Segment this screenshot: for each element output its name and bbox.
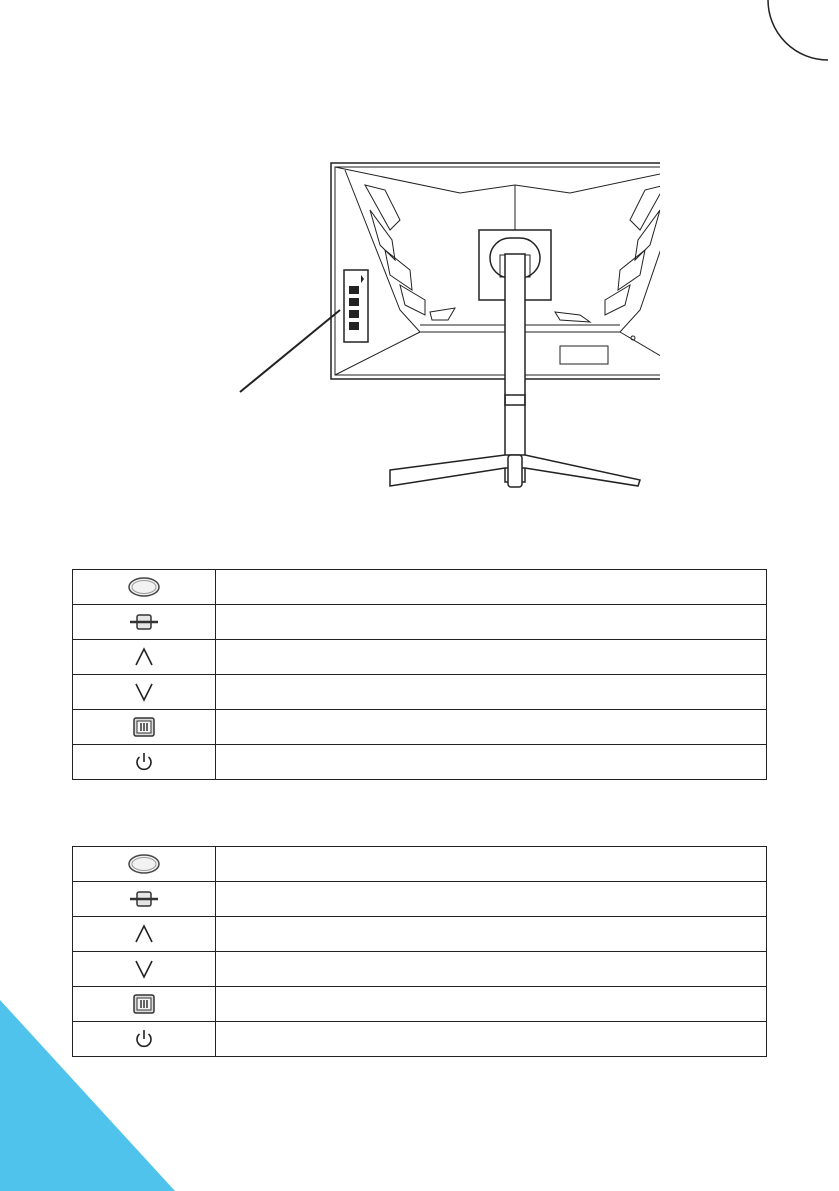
table-row bbox=[73, 605, 767, 640]
button-description bbox=[216, 745, 767, 780]
menu-button-icon bbox=[132, 716, 156, 738]
up-arrow-icon bbox=[133, 923, 155, 945]
ok-button-icon bbox=[127, 853, 161, 875]
table-row bbox=[73, 745, 767, 780]
button-description bbox=[216, 882, 767, 917]
table-row bbox=[73, 847, 767, 882]
table-row bbox=[73, 640, 767, 675]
button-description bbox=[216, 710, 767, 745]
corner-crop-mark bbox=[0, 0, 839, 70]
down-arrow-icon bbox=[133, 681, 155, 703]
corner-accent-triangle bbox=[0, 1000, 175, 1191]
button-description bbox=[216, 640, 767, 675]
button-description bbox=[216, 847, 767, 882]
button-description bbox=[216, 1022, 767, 1057]
up-arrow-icon bbox=[133, 646, 155, 668]
button-description bbox=[216, 570, 767, 605]
table-row bbox=[73, 1022, 767, 1057]
table-row bbox=[73, 675, 767, 710]
table-row bbox=[73, 882, 767, 917]
button-description bbox=[216, 605, 767, 640]
table-row bbox=[73, 710, 767, 745]
table-row bbox=[73, 987, 767, 1022]
power-icon bbox=[133, 751, 155, 773]
button-panel-callout-icon bbox=[349, 275, 364, 330]
input-source-icon bbox=[129, 612, 159, 632]
table-row bbox=[73, 917, 767, 952]
button-description bbox=[216, 917, 767, 952]
monitor-rear-view-icon bbox=[220, 150, 660, 500]
down-arrow-icon bbox=[133, 958, 155, 980]
input-source-icon bbox=[129, 889, 159, 909]
table-row bbox=[73, 952, 767, 987]
button-description bbox=[216, 675, 767, 710]
button-description bbox=[216, 952, 767, 987]
ok-button-icon bbox=[127, 576, 161, 598]
button-function-table bbox=[72, 569, 767, 780]
button-description bbox=[216, 987, 767, 1022]
button-function-table bbox=[72, 846, 767, 1057]
table-row bbox=[73, 570, 767, 605]
